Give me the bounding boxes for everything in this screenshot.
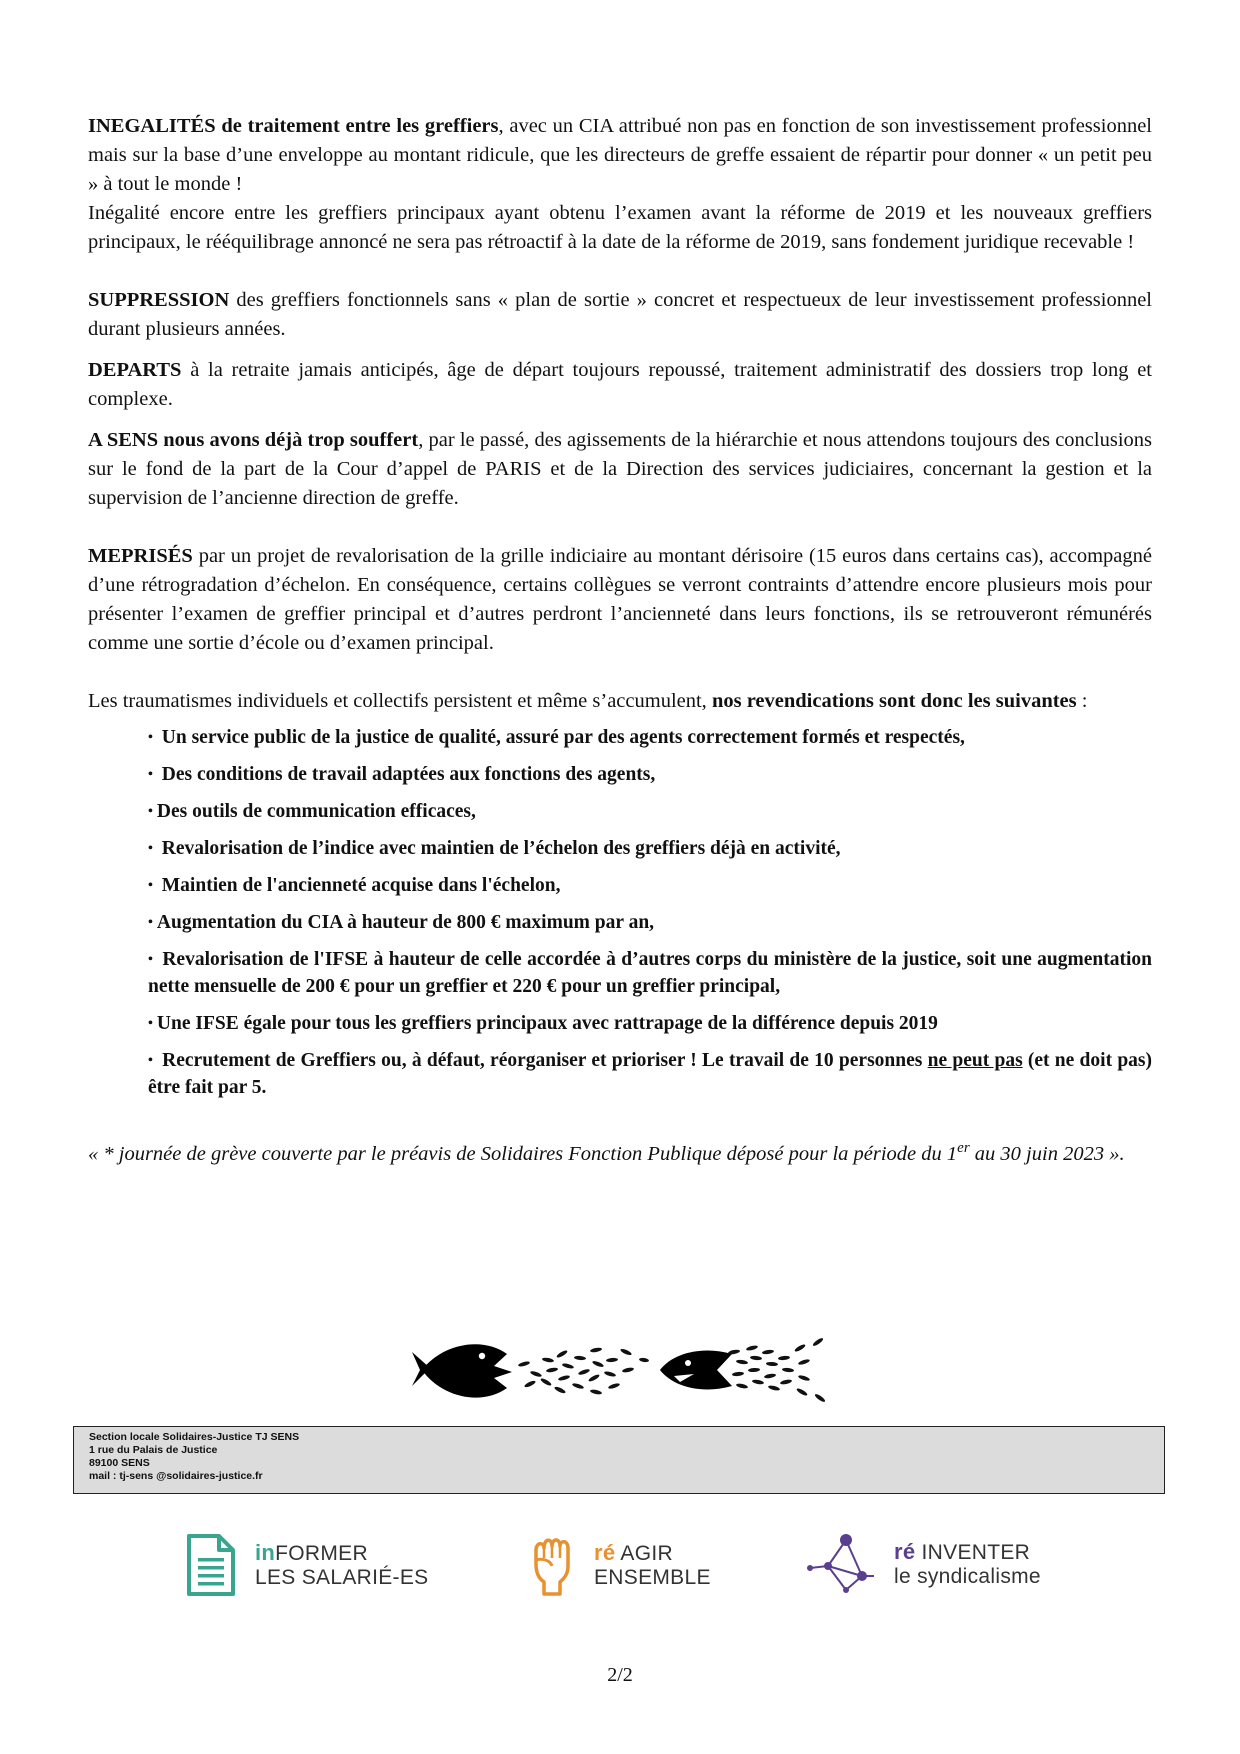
slogan-informer: inFORMER LES SALARIÉ-ES	[185, 1532, 428, 1598]
address-email: mail : tj-sens @solidaires-justice.fr	[89, 1470, 263, 1482]
paragraph-suppression: SUPPRESSION des greffiers fonctionnels sans « plan de sortie » concret et respectueux de leur investissement professionnel durant plusieurs années.	[88, 289, 1152, 340]
slogans-row	[0, 1532, 1240, 1612]
address-line: Section locale Solidaires-Justice TJ SENS	[89, 1431, 300, 1443]
list-item: • Augmentation du CIA à hauteur de 800 € maximum par an,	[148, 912, 655, 933]
document-body	[88, 112, 1152, 1171]
list-item: • Revalorisation de l’indice avec maintien de l’échelon des greffiers déjà en activité,	[148, 838, 841, 859]
raised-fist-icon	[530, 1532, 576, 1598]
list-item: • Maintien de l'ancienneté acquise dans l'échelon,	[148, 875, 561, 896]
list-item: • Une IFSE égale pour tous les greffiers principaux avec rattrapage de la différence depuis 2019	[148, 1013, 938, 1034]
strike-notice: « * journée de grève couverte par le préavis de Solidaires Fonction Publique déposé pour la période du 1er au 30 juin 2023 ».	[88, 1140, 1125, 1165]
list-item: • Revalorisation de l'IFSE à hauteur de celle accordée à d’autres corps du ministère de la justice, soit une augmentation nette mensuelle de 200 € pour un greffier et 220 € pour un greffier principal,	[148, 949, 1152, 997]
address-line: 1 rue du Palais de Justice	[89, 1444, 218, 1456]
slogan-reagir: ré AGIR ENSEMBLE	[530, 1532, 711, 1598]
paragraph-sens: A SENS nous avons déjà trop souffert, par le passé, des agissements de la hiérarchie et nous attendons toujours des conclusions sur le fond de la part de la Cour d’appel de PARIS et de la Direction des services judiciaires, concernant la gestion et la supervision de l’ancienne direction de greffe.	[88, 429, 1152, 509]
paragraph-meprises: MEPRISÉS par un projet de revalorisation de la grille indiciaire au montant dérisoire (15 euros dans certains cas), accompagné d’une rétrogradation d’échelon. En conséquence, certains collègues se verront contraints d’attendre encore plusieurs mois pour présenter l’examen de greffier principal et d’autres perdront l’ancienneté dans leurs fonctions, ils se retrouveront rémunérés comme une sortie d’école ou d’examen principal.	[88, 545, 1152, 654]
list-item: • Un service public de la justice de qualité, assuré par des agents correctement formés et respectés,	[148, 727, 965, 748]
paragraph-traumatismes: Les traumatismes individuels et collectifs persistent et même s’accumulent, nos revendications sont donc les suivantes :	[88, 690, 1088, 712]
paragraph-inegalites: INEGALITÉS de traitement entre les greffiers, avec un CIA attribué non pas en fonction de son investissement professionnel mais sur la base d’une enveloppe au montant ridicule, que les directeurs de greffe essaient de répartir pour donner « un petit peu » à tout le monde !	[88, 115, 1152, 195]
page-number: 2/2	[607, 1664, 633, 1686]
list-item: • Des outils de communication efficaces,	[148, 801, 476, 822]
paragraph-inegalite-encore: Inégalité encore entre les greffiers principaux ayant obtenu l’examen avant la réforme de 2019 et les nouveaux greffiers principaux, le rééquilibrage annoncé ne sera pas rétroactif à la date de la réforme de 2019, sans fondement juridique recevable !	[88, 202, 1152, 253]
demands-list	[148, 724, 1152, 1101]
network-icon	[806, 1532, 876, 1596]
section-address-box	[73, 1426, 1165, 1494]
document-icon	[185, 1532, 237, 1598]
list-item: • Des conditions de travail adaptées aux fonctions des agents,	[148, 764, 656, 785]
paragraph-departs: DEPARTS à la retraite jamais anticipés, âge de départ toujours repoussé, traitement administratif des dossiers trop long et complexe.	[88, 359, 1152, 410]
fish-illustration-icon	[412, 1330, 832, 1410]
address-line: 89100 SENS	[89, 1457, 150, 1469]
slogan-reinventer: ré INVENTER le syndicalisme	[806, 1532, 1041, 1596]
list-item: • Recrutement de Greffiers ou, à défaut, réorganiser et prioriser ! Le travail de 10 personnes ne peut pas (et ne doit pas) être fait par 5.	[148, 1050, 1152, 1098]
